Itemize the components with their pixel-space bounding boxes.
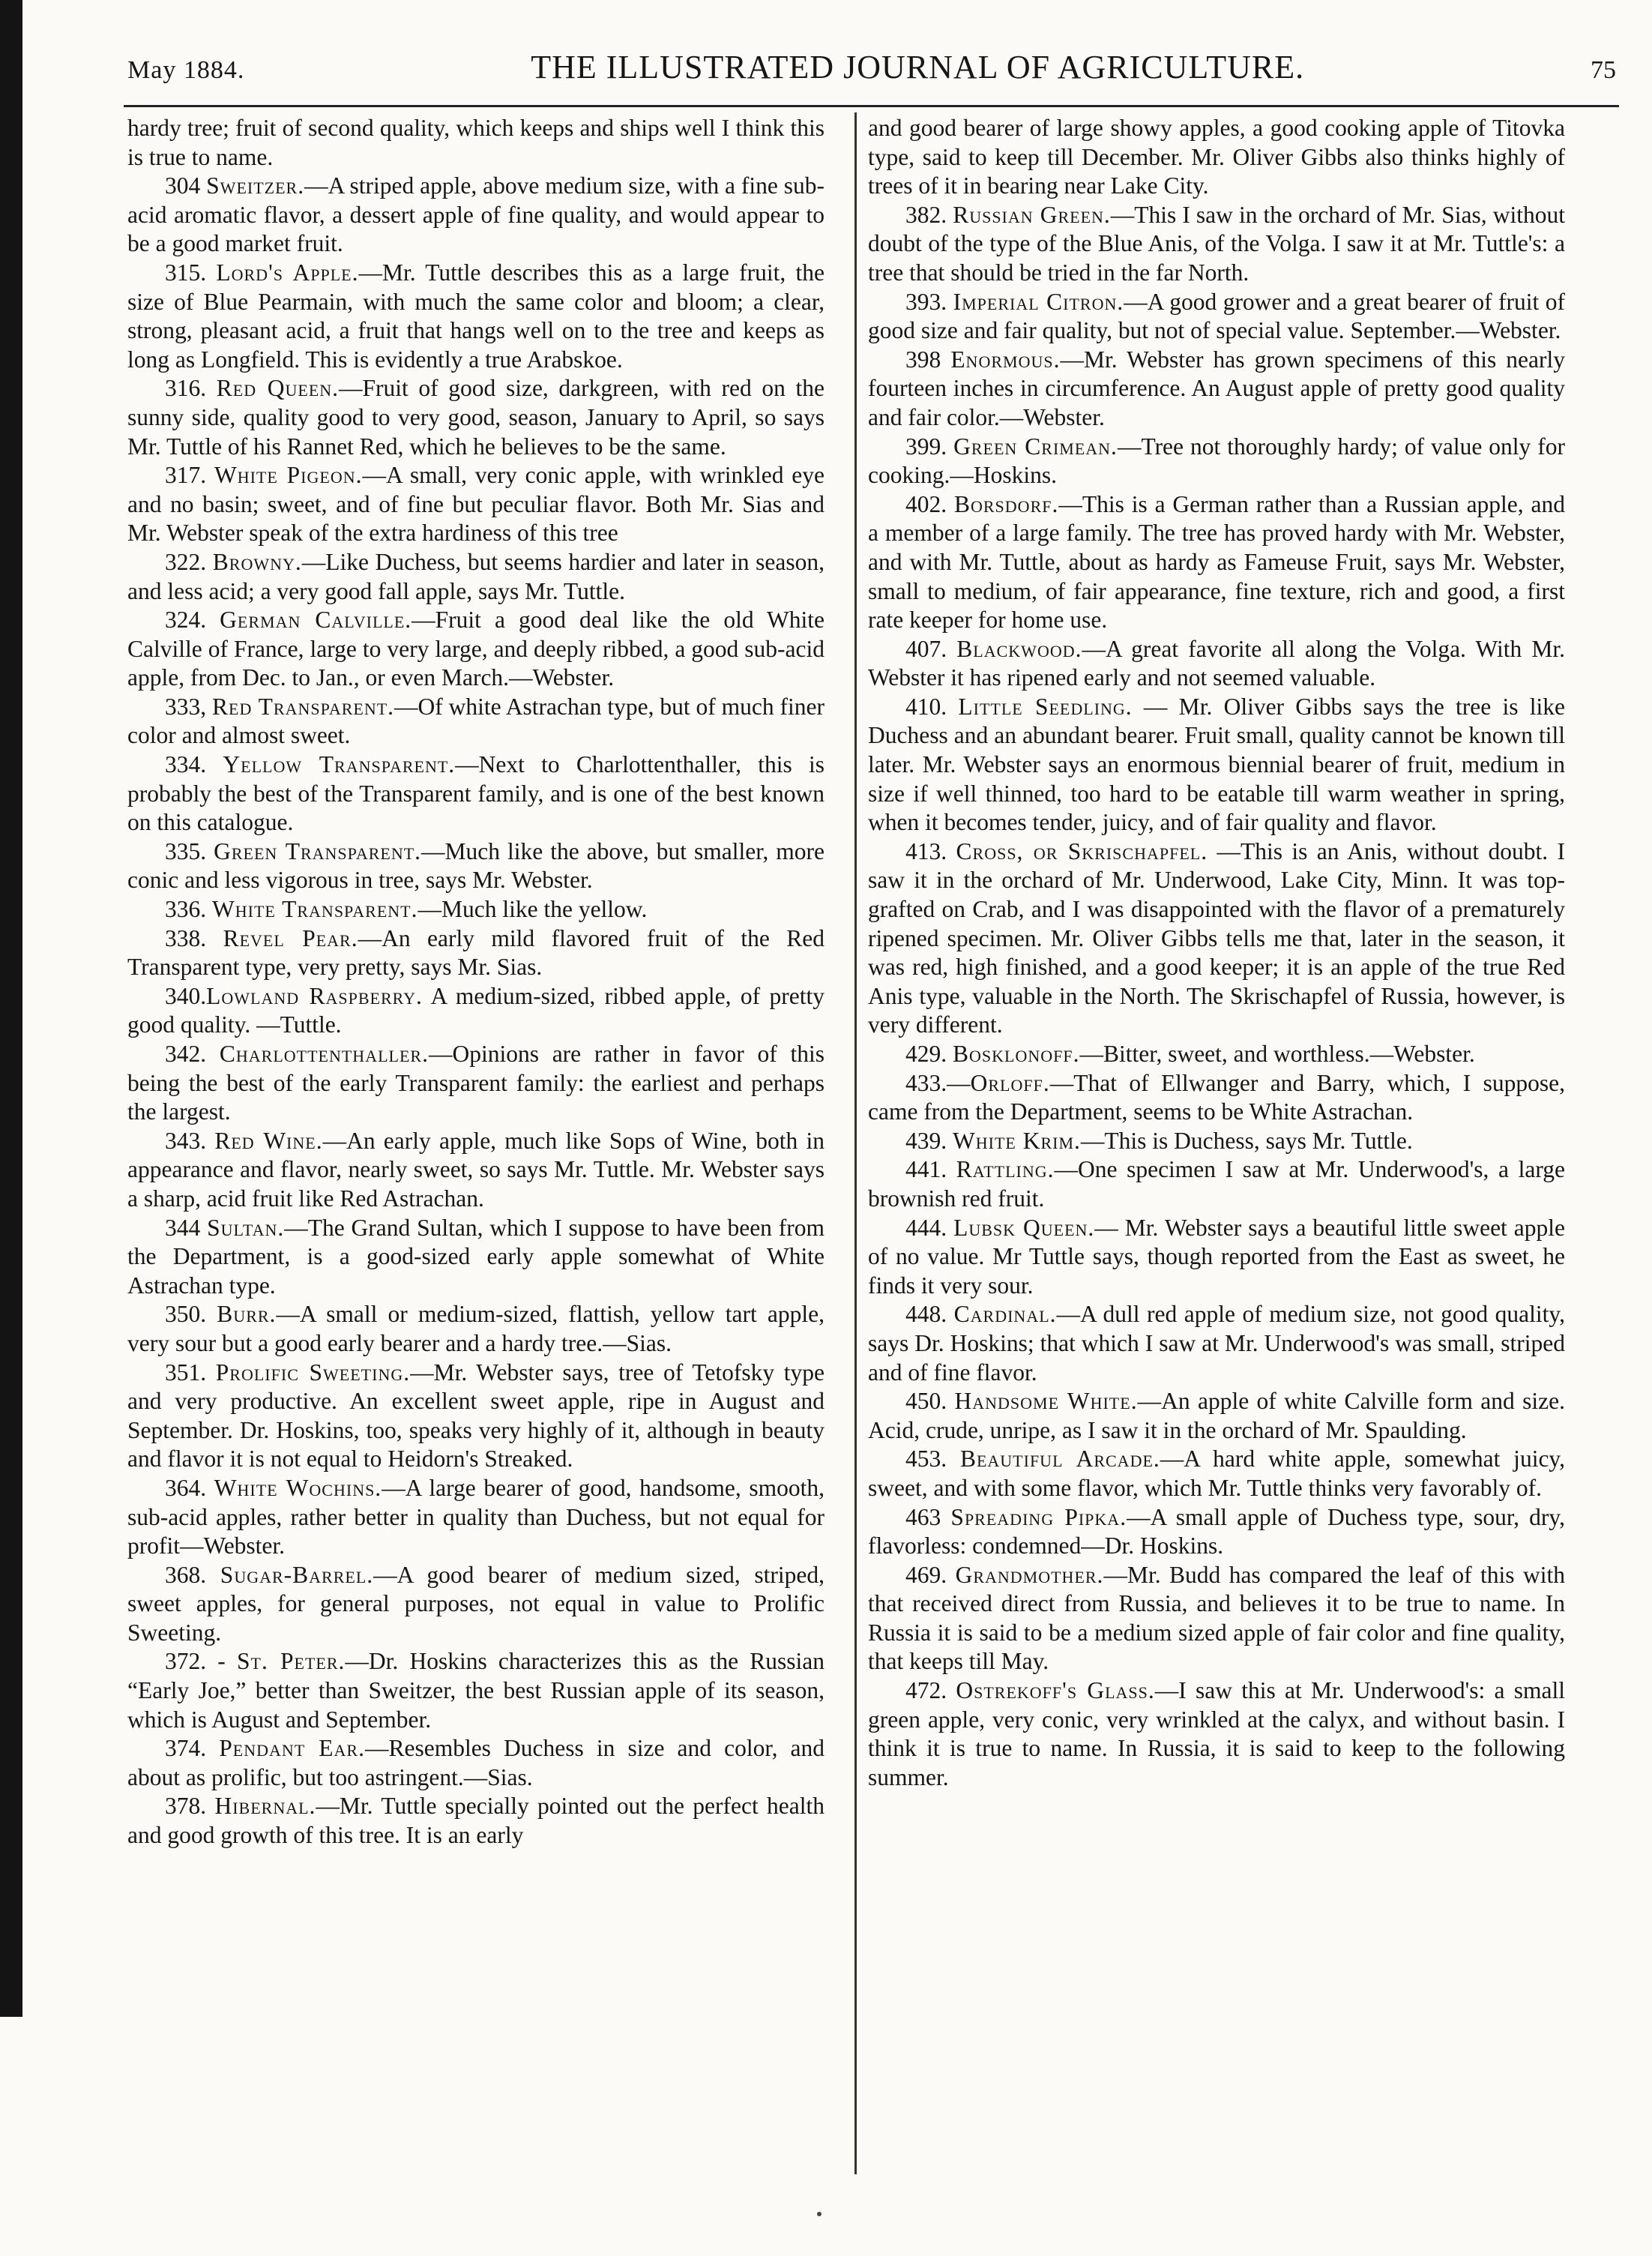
entry-number: 316.: [165, 375, 217, 402]
variety-name: Pendant Ear.: [219, 1735, 365, 1762]
variety-name: Borsdorf.: [953, 490, 1059, 517]
entry-number: 368.: [165, 1561, 220, 1588]
entry-number: 334.: [165, 751, 223, 778]
entry-description: —A good grower and a great bearer of fruit of good size and fair quality, but not of special value. September.—Webster.: [868, 288, 1565, 344]
variety-name: Green Crimean.: [953, 433, 1118, 460]
entry-number: 344: [165, 1214, 208, 1241]
entry-number: 350.: [165, 1301, 217, 1328]
entry-number: 407.: [905, 635, 957, 662]
entry-number: 322.: [165, 548, 213, 575]
catalogue-entry: [127, 1300, 825, 1358]
catalogue-entry: [868, 1561, 1565, 1676]
variety-name: Cardinal.: [953, 1301, 1057, 1328]
entry-description: —Mr. Tuttle specially pointed out the perfect health and good growth of this tree. It is an early: [127, 1793, 825, 1849]
catalogue-entry: [127, 837, 825, 895]
entry-number: 469.: [905, 1561, 956, 1588]
entry-number: 364.: [165, 1474, 214, 1501]
entry-number: 340.: [165, 982, 207, 1009]
catalogue-entry: [127, 693, 825, 751]
catalogue-entry: [868, 1127, 1565, 1156]
entry-description: —A hard white apple, somewhat juicy, sweet, and with some flavor, which Mr. Tuttle thinks very favorably of.: [868, 1446, 1566, 1501]
entry-description: —A small apple of Duchess type, sour, dry, flavorless: condemned—Dr. Hoskins.: [868, 1503, 1565, 1559]
catalogue-entry: [127, 606, 825, 693]
entry-number: 472.: [905, 1677, 956, 1704]
variety-name: White Transparent.: [212, 896, 418, 923]
entry-description: —Resembles Duchess in size and color, and about as prolific, but too astringent.—Sias.: [127, 1735, 825, 1790]
variety-name: Little Seedling.: [958, 693, 1133, 720]
catalogue-entry: [127, 1474, 825, 1561]
catalogue-entry: [127, 259, 825, 374]
entry-description: A medium-sized, ribbed apple, of pretty good quality. —Tuttle.: [127, 982, 825, 1038]
catalogue-entry: [868, 693, 1565, 837]
entry-number: 324.: [165, 607, 220, 634]
entry-description: —Tree not thoroughly hardy; of value only for cooking.—Hoskins.: [868, 433, 1565, 489]
entry-description: —Mr. Webster has grown specimens of this nearly fourteen inches in circumference. An August apple of pretty good quality and fair color.—Webster.: [868, 346, 1565, 430]
catalogue-entry: [868, 433, 1565, 490]
variety-name: Cross, or Skrischapfel.: [956, 837, 1208, 864]
entry-description: and good bearer of large showy apples, a good cooking apple of Titovka type, said to keep till December. Mr. Oliver Gibbs also thinks highly of trees of it in bearing near Lake City.: [868, 115, 1565, 199]
entry-description: hardy tree; fruit of second quality, which keeps and ships well I think this is true to name.: [127, 115, 825, 170]
variety-name: Red Wine.: [214, 1127, 323, 1154]
entry-description: —This is an Anis, without doubt. I saw it in the orchard of Mr. Underwood, Lake City, Minn. It was top-grafted on Crab, and I was disappointed with the flavor of a prematurely ripened specimen. Mr. Oliver Gibbs tells me that, later in the season, it was red, high finished, and a good keeper; it is an apple of the true Red Anis type, valuable in the North. The Skrischapfel of Russia, however, is very different.: [868, 837, 1566, 1038]
entry-description: —Mr. Budd has compared the leaf of this with that received direct from Russia, and believes it to be true to name. In Russia it is said to be a medium sized apple of fair color and fine quality, that keeps till May.: [868, 1561, 1566, 1675]
variety-name: Sweitzer.: [206, 172, 305, 199]
variety-name: Blackwood.: [956, 635, 1082, 662]
entry-description: —A small or medium-sized, flattish, yellow tart apple, very sour but a good early bearer and a hardy tree.—Sias.: [127, 1301, 825, 1356]
catalogue-entry: [868, 1445, 1565, 1503]
variety-name: Browny.: [212, 548, 302, 575]
catalogue-entry: [127, 548, 825, 606]
entry-number: 429.: [905, 1041, 953, 1067]
catalogue-entry: [868, 1503, 1565, 1561]
entry-description: —A dull red apple of medium size, not good quality, says Dr. Hoskins; that which I saw at Mr. Underwood's was small, striped and of fine flavor.: [868, 1301, 1565, 1386]
entry-description: —Opinions are rather in favor of this being the best of the early Transparent family: the earliest and perhaps the largest.: [127, 1041, 825, 1125]
page-number: 75: [1591, 56, 1616, 84]
variety-name: White Wochins.: [214, 1474, 382, 1501]
entry-description: —An apple of white Calville form and size. Acid, crude, unripe, as I saw it in the orchard of Mr. Spaulding.: [868, 1388, 1566, 1443]
entry-number: 378.: [165, 1793, 215, 1820]
catalogue-entry: [868, 837, 1565, 1040]
catalogue-entry: [127, 1214, 825, 1301]
entry-number: 317.: [165, 462, 214, 489]
catalogue-entry: [127, 1359, 825, 1474]
catalogue-entry: [127, 751, 825, 837]
entry-description: —A good bearer of medium sized, striped, sweet apples, for general purposes, not equal in value to Prolific Sweeting.: [127, 1561, 825, 1646]
entry-number: 393.: [905, 288, 953, 315]
variety-name: Red Transparent.: [212, 693, 395, 720]
catalogue-entry: [127, 1792, 825, 1850]
catalogue-entry: [127, 461, 825, 548]
variety-name: German Calville.: [220, 607, 412, 634]
variety-name: Revel Pear.: [223, 924, 358, 951]
variety-name: Russian Green.: [953, 201, 1111, 228]
catalogue-entry: [868, 1676, 1565, 1792]
entry-number: 336.: [165, 896, 212, 923]
entry-description: — Mr. Webster says a beautiful little sweet apple of no value. Mr Tuttle says, though reported from the East as sweet, he finds it very sour.: [868, 1214, 1565, 1299]
entry-number: 399.: [905, 433, 954, 460]
entry-number: 448.: [905, 1301, 954, 1328]
entry-number: 402.: [905, 490, 954, 517]
journal-title: THE ILLUSTRATED JOURNAL OF AGRICULTURE.: [531, 49, 1305, 85]
variety-name: Sugar-Barrel.: [220, 1561, 374, 1588]
variety-name: Enormous.: [950, 346, 1061, 373]
entry-number: 304: [165, 172, 207, 199]
entry-description: —Dr. Hoskins characterizes this as the Russian “Early Joe,” better than Sweitzer, the best Russian apple of its season, which is August and September.: [127, 1648, 825, 1733]
variety-name: Yellow Transparent.: [223, 751, 456, 778]
entry-description: —Of white Astrachan type, but of much finer color and almost sweet.: [127, 693, 825, 749]
variety-name: Lord's Apple.: [216, 259, 359, 286]
entry-description: —A small, very conic apple, with wrinkled eye and no basin; sweet, and of fine but peculiar flavor. Both Mr. Sias and Mr. Webster speak of the extra hardiness of this tree: [127, 462, 825, 547]
variety-name: Orloff.: [970, 1069, 1050, 1096]
catalogue-entry: [868, 1040, 1565, 1069]
catalogue-entry: [127, 172, 825, 259]
entry-description: —This I saw in the orchard of Mr. Sias, without doubt of the type of the Blue Anis, of the Volga. I saw it at Mr. Tuttle's: a tree that should be tried in the far North.: [868, 201, 1565, 286]
entry-number: 335.: [165, 837, 214, 864]
entry-description: —Fruit of good size, darkgreen, with red on the sunny side, quality good to very good, season, January to April, so says Mr. Tuttle of his Rannet Red, which he believes to be the same.: [127, 375, 825, 460]
entry-description: —This is a German rather than a Russian apple, and a member of a large family. The tree has proved hardy with Mr. Webster, and with Mr. Tuttle, about as hardy as Fameuse Fruit, says Mr. Webster, small to medium, of fair appearance, fine texture, rich and good, a first rate keeper for home use.: [868, 490, 1565, 634]
entry-number: 410.: [905, 693, 959, 720]
catalogue-entry: [868, 1214, 1565, 1301]
issue-date: May 1884.: [127, 56, 245, 84]
entry-description: —A large bearer of good, handsome, smooth, sub-acid apples, rather better in quality than Duchess, but not equal for profit—Webster.: [127, 1474, 825, 1559]
catalogue-entry: [127, 1734, 825, 1792]
variety-name: St. Peter.: [236, 1648, 346, 1675]
entry-description: —One specimen I saw at Mr. Underwood's, a large brownish red fruit.: [868, 1156, 1565, 1212]
entry-number: 398: [905, 346, 951, 373]
catalogue-entry: [868, 1387, 1565, 1445]
ink-speck: [817, 2212, 822, 2216]
entry-number: 382.: [905, 201, 953, 228]
left-column: [127, 114, 825, 1850]
column-divider: [854, 112, 857, 2174]
variety-name: Lowland Raspberry.: [206, 982, 423, 1009]
catalogue-entry: [127, 1127, 825, 1214]
entry-description: — Mr. Oliver Gibbs says the tree is like Duchess and an abundant bearer. Fruit small, quality cannot be known till later. Mr. Webster says an enormous biennial bearer of fruit, medium in size if well thinned, too hard to be eatable till warm weather in spring, when it becomes tender, juicy, and of fair quality and flavor.: [868, 693, 1566, 836]
entry-number: 374.: [165, 1735, 220, 1762]
entry-description: —That of Ellwanger and Barry, which, I suppose, came from the Department, seems to be White Astrachan.: [868, 1069, 1565, 1125]
entry-number: 338.: [165, 924, 223, 951]
variety-name: Charlottenthaller.: [219, 1041, 429, 1067]
variety-name: Beautiful Arcade.: [959, 1446, 1160, 1473]
variety-name: Prolific Sweeting.: [215, 1359, 411, 1386]
entry-number: 433.—: [905, 1069, 971, 1096]
catalogue-entry: [127, 1647, 825, 1734]
entry-description: —Mr. Webster says, tree of Tetofsky type and very productive. An excellent sweet apple, ripe in August and September. Dr. Hoskins, too, speaks very highly of it, although in beauty and flavor it is not equal to Heidorn's Streaked.: [127, 1359, 825, 1473]
entry-description: —Like Duchess, but seems hardier and later in season, and less acid; a very good fall apple, says Mr. Tuttle.: [127, 548, 825, 604]
variety-name: Grandmother.: [955, 1561, 1104, 1588]
catalogue-entry: [868, 346, 1565, 433]
catalogue-entry: [868, 288, 1565, 346]
variety-name: Green Transparent.: [214, 837, 422, 864]
entry-number: 444.: [905, 1214, 954, 1241]
entry-description: —An early mild flavored fruit of the Red Transparent type, very pretty, says Mr. Sias.: [127, 924, 825, 981]
entry-description: —A great favorite all along the Volga. With Mr. Webster it has ripened early and not seemed valuable.: [868, 635, 1565, 691]
catalogue-entry: [868, 1155, 1565, 1213]
entry-description: —This is Duchess, says Mr. Tuttle.: [1080, 1127, 1413, 1154]
entry-number: 333,: [165, 693, 213, 720]
catalogue-entry: [127, 1561, 825, 1648]
variety-name: Imperial Citron.: [953, 288, 1124, 315]
entry-description: —Fruit a good deal like the old White Calville of France, large to very large, and deeply ribbed, a good sub-acid apple, from Dec. to Jan., or even March.—Webster.: [127, 607, 825, 691]
entry-description: —An early apple, much like Sops of Wine, both in appearance and flavor, nearly sweet, so says Mr. Tuttle. Mr. Webster says a sharp, acid fruit like Red Astrachan.: [127, 1127, 825, 1212]
catalogue-entry: [868, 635, 1565, 693]
catalogue-entry: [127, 1040, 825, 1127]
entry-number: 315.: [165, 259, 217, 286]
entry-description: —I saw this at Mr. Underwood's: a small green apple, very conic, very wrinkled at the calyx, and without basin. I think it is true to name. In Russia, it is said to keep to the following summer.: [868, 1677, 1565, 1790]
entry-description: —The Grand Sultan, which I suppose to have been from the Department, is a good-sized early apple somewhat of White Astrachan type.: [127, 1214, 825, 1299]
variety-name: Spreading Pipka.: [950, 1503, 1127, 1530]
catalogue-entry: [127, 982, 825, 1040]
variety-name: White Krim.: [953, 1127, 1081, 1154]
entry-description: —Next to Charlottenthaller, this is probably the best of the Transparent family, and is one of the best known on this catalogue.: [127, 751, 825, 836]
variety-name: Lubsk Queen.: [953, 1214, 1095, 1241]
catalogue-entry: [868, 1300, 1565, 1387]
entry-number: 439.: [905, 1127, 953, 1154]
variety-name: Ostrekoff's Glass.: [956, 1677, 1155, 1704]
entry-number: 372. -: [165, 1648, 237, 1675]
catalogue-entry: [127, 895, 825, 924]
page-header: [127, 48, 1616, 93]
catalogue-entry: [868, 1069, 1565, 1127]
catalogue-entry: [868, 201, 1565, 288]
entry-number: 342.: [165, 1041, 220, 1067]
variety-name: Hibernal.: [214, 1793, 316, 1820]
variety-name: Sultan.: [207, 1214, 285, 1241]
entry-number: 413.: [905, 837, 956, 864]
variety-name: Red Queen.: [216, 375, 340, 402]
binding-edge: [0, 0, 22, 2017]
catalogue-entry: [127, 114, 825, 172]
entry-description: —Mr. Tuttle describes this as a large fruit, the size of Blue Pearmain, with much the same color and bloom; a clear, strong, pleasant acid, a fruit that hangs well on to the tree and keeps as long as Longfield. This is evidently a true Arabskoe.: [127, 259, 825, 373]
right-column: [868, 114, 1565, 1792]
header-rule: [124, 105, 1619, 107]
catalogue-entry: [127, 374, 825, 461]
entry-description: —Bitter, sweet, and worthless.—Webster.: [1079, 1041, 1475, 1067]
variety-name: White Pigeon.: [214, 462, 363, 489]
entry-description: —Much like the yellow.: [417, 896, 648, 923]
entry-number: 463: [905, 1503, 951, 1530]
entry-number: 351.: [165, 1359, 216, 1386]
entry-number: 450.: [905, 1388, 955, 1415]
catalogue-entry: [868, 114, 1565, 201]
entry-description: —Much like the above, but smaller, more conic and less vigorous in tree, says Mr. Webster.: [127, 837, 825, 894]
entry-number: 453.: [905, 1446, 960, 1473]
variety-name: Bosklonoff.: [953, 1041, 1080, 1067]
variety-name: Burr.: [217, 1301, 277, 1328]
entry-number: 343.: [165, 1127, 215, 1154]
entry-number: 441.: [905, 1156, 956, 1183]
catalogue-entry: [127, 924, 825, 982]
variety-name: Rattling.: [956, 1156, 1055, 1183]
catalogue-entry: [868, 490, 1565, 635]
entry-description: —A striped apple, above medium size, with a fine sub-acid aromatic flavor, a dessert apple of fine quality, and would appear to be a good market fruit.: [127, 172, 825, 257]
variety-name: Handsome White.: [954, 1388, 1138, 1415]
